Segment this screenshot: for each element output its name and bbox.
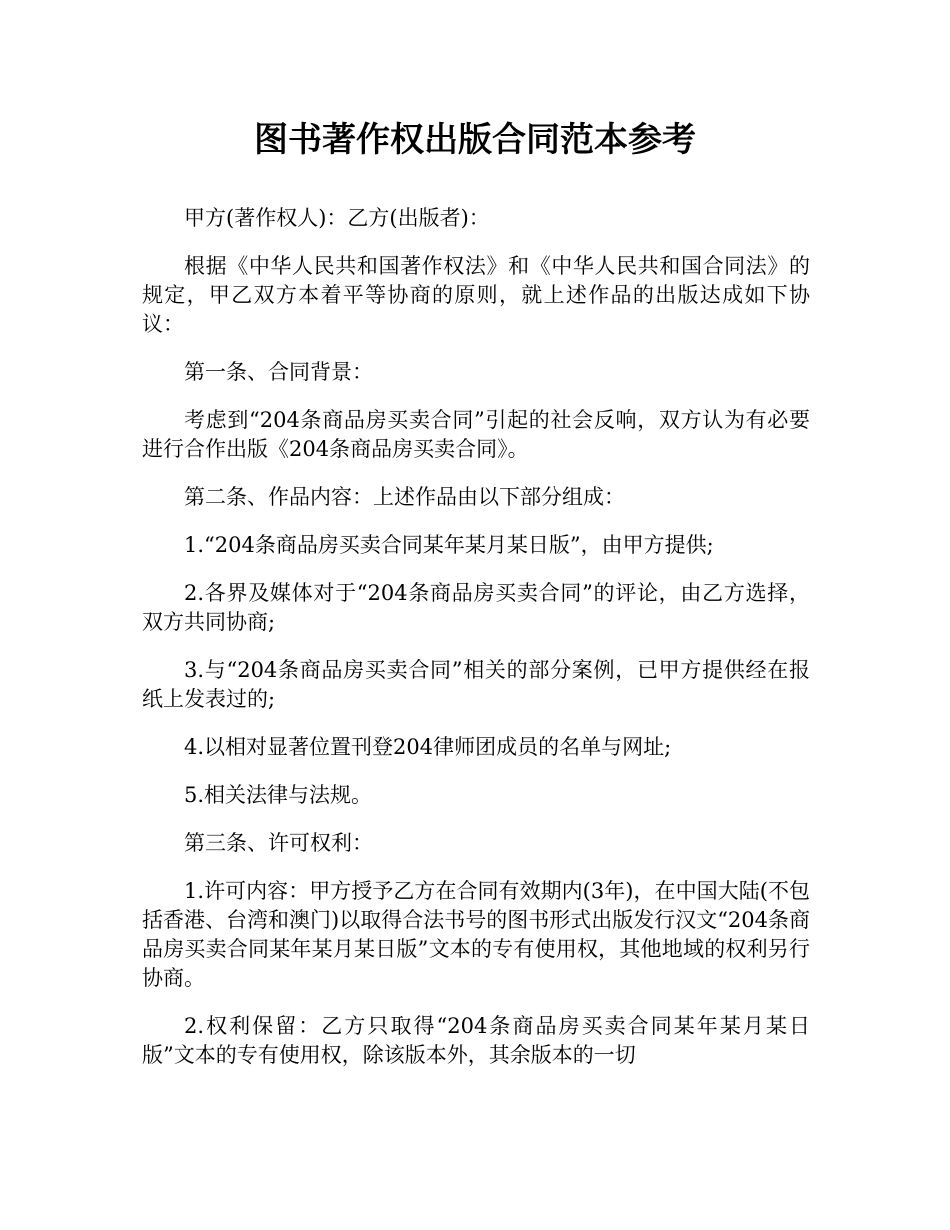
- document-title: 图书著作权出版合同范本参考: [254, 120, 696, 160]
- list-item-5: 5.相关法律与法规。: [184, 783, 373, 807]
- rights-reservation-item: 2.权利保留：乙方只取得“204条商品房买卖合同某年某月某日版”文本的专有使用权，除该版本外，其余版本的一切: [142, 1014, 810, 1067]
- list-item-2: 2.各界及媒体对于“204条商品房买卖合同”的评论，由乙方选择，双方共同协商;: [142, 581, 810, 634]
- list-item-3: 3.与“204条商品房买卖合同”相关的部分案例，已甲方提供经在报纸上发表过的;: [142, 658, 810, 711]
- list-item-4: 4.以相对显著位置刊登204律师团成员的名单与网址;: [184, 735, 672, 759]
- document-body: [142, 204, 810, 1089]
- license-content-item: 1.许可内容：甲方授予乙方在合同有效期内(3年)，在中国大陆(不包括香港、台湾和澳门)以取得合法书号的图书形式出版发行汉文“204条商品房买卖合同某年某月某日版”文本的专有使用权，其他地域的权利另行协商。: [142, 879, 811, 990]
- article-3-heading: 第三条、许可权利：: [184, 831, 373, 855]
- paragraph-parties: 甲方(著作权人)：乙方(出版者)：: [184, 206, 490, 230]
- article-2-heading: 第二条、作品内容：上述作品由以下部分组成：: [184, 485, 625, 509]
- article-1-heading: 第一条、合同背景：: [184, 360, 373, 384]
- list-item-1: 1.“204条商品房买卖合同某年某月某日版”，由甲方提供;: [184, 533, 714, 557]
- paragraph-background: 考虑到“204条商品房买卖合同”引起的社会反响，双方认为有必要进行合作出版《204条商品房买卖合同》。: [142, 408, 810, 461]
- paragraph-legal-basis: 根据《中华人民共和国著作权法》和《中华人民共和国合同法》的规定，甲乙双方本着平等协商的原则，就上述作品的出版达成如下协议：: [142, 254, 810, 336]
